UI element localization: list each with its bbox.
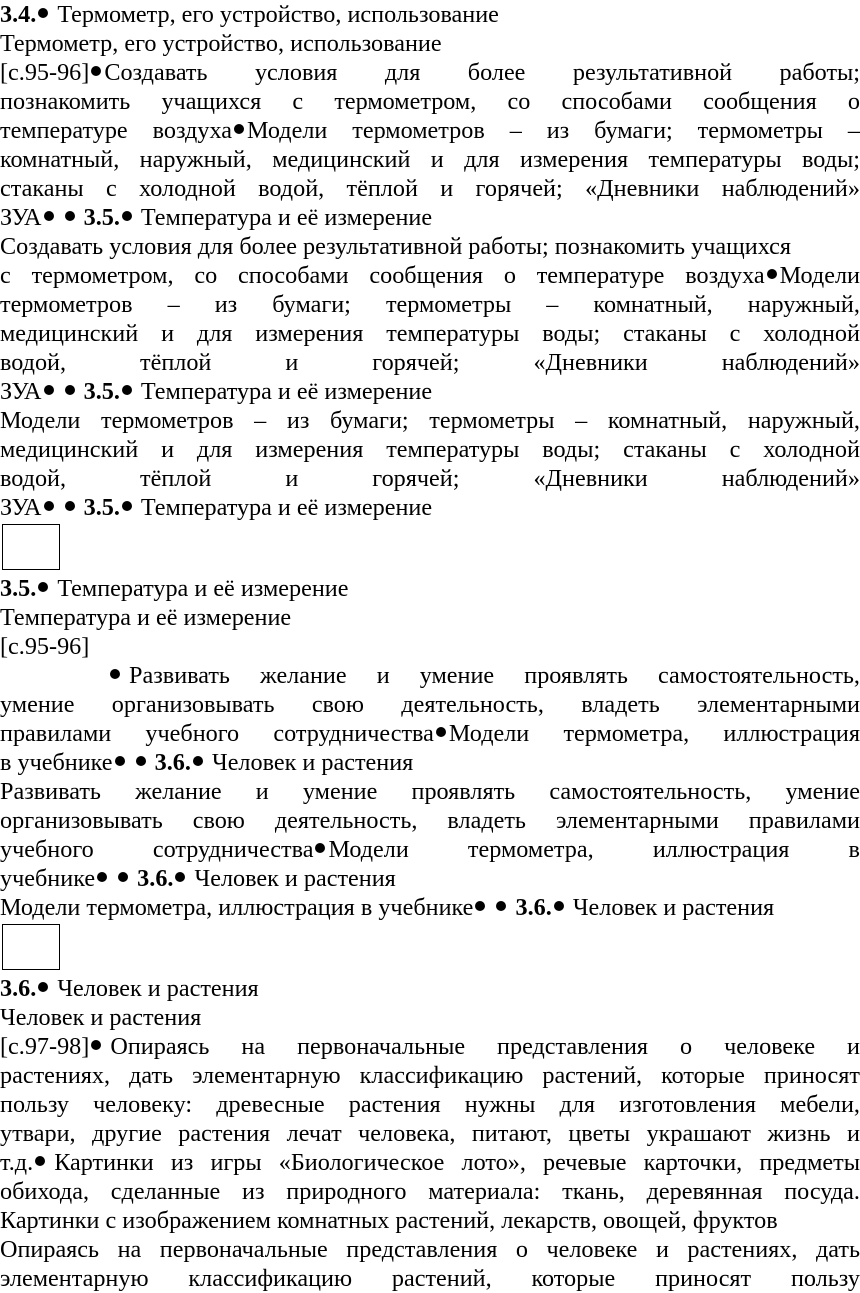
justified-line: обихода, сделанные из природного материала: ткань, деревянная посуда. — [0, 1178, 860, 1205]
text-line: Картинки с изображением комнатных растений, лекарств, овощей, фруктов — [0, 1207, 778, 1234]
justified-line: элементарную классификацию растений, которые приносят пользу — [0, 1265, 860, 1292]
bullet-icon — [91, 66, 101, 76]
bullet-icon — [38, 982, 48, 992]
justified-line: термометров – из бумаги; термометры – комнатный, наружный, — [0, 291, 860, 318]
bullet-icon — [136, 756, 146, 766]
justified-line: учебного сотрудничества Модели термометра, иллюстрация в — [0, 836, 860, 863]
heading-3-5 — [0, 574, 860, 603]
bullet-icon — [110, 669, 120, 679]
bullet-icon — [115, 756, 125, 766]
bullet-icon — [496, 901, 506, 911]
justified-line: [с.95-96] Создавать условия для более результативной работы; — [0, 59, 860, 86]
bullet-icon — [175, 872, 185, 882]
bullet-icon — [65, 385, 75, 395]
bullet-icon — [44, 211, 54, 221]
justified-line: [с.97-98] Опираясь на первоначальные представления о человеке и — [0, 1033, 860, 1060]
justified-line: пользу человеку: древесные растения нужны для изготовления мебели, — [0, 1091, 860, 1118]
bullet-icon — [65, 501, 75, 511]
bullet-icon — [122, 501, 132, 511]
bullet-icon — [122, 211, 132, 221]
topic-line: Термометр, его устройство, использование — [0, 30, 442, 57]
zua-line: ЗУА 3.5. Температура и её измерение — [0, 494, 433, 521]
text-line: учебнике 3.6. Человек и растения — [0, 865, 396, 892]
bullet-icon — [193, 756, 203, 766]
text-line: Модели термометра, иллюстрация в учебнике 3.6. Человек и растения — [0, 894, 775, 921]
justified-line: Модели термометров – из бумаги; термометры – комнатный, наружный, — [0, 407, 860, 434]
justified-line: водой, тёплой и горячей; «Дневники наблюдений» — [0, 349, 860, 376]
section-number: 3.6. — [0, 975, 37, 1002]
bullet-icon — [767, 269, 777, 279]
bullet-icon — [44, 385, 54, 395]
justified-line: медицинский и для измерения температуры воды; стаканы с холодной — [0, 320, 860, 347]
bullet-icon — [97, 872, 107, 882]
page-ref: [с.95-96] — [0, 633, 90, 660]
bullet-icon — [91, 1040, 101, 1050]
justified-line: растениях, дать элементарную классификацию растений, которые приносят — [0, 1062, 860, 1089]
bullet-icon — [44, 501, 54, 511]
justified-line: Развивать желание и умение проявлять самостоятельность, умение — [0, 778, 860, 805]
justified-line: комнатный, наружный, медицинский и для измерения температуры воды; — [0, 146, 860, 173]
justified-line: познакомить учащихся с термометром, со способами сообщения о — [0, 88, 860, 115]
topic-line: Температура и её измерение — [0, 604, 292, 631]
justified-line: стаканы с холодной водой, тёплой и горячей; «Дневники наблюдений» — [0, 175, 860, 202]
empty-cell-box — [2, 924, 60, 970]
bullet-icon — [118, 872, 128, 882]
justified-line: температуре воздуха Модели термометров – из бумаги; термометры – — [0, 117, 860, 144]
section-number: 3.4. — [0, 1, 37, 28]
justified-line: Опираясь на первоначальные представления о человеке и растениях, дать — [0, 1236, 860, 1263]
bullet-icon — [65, 211, 75, 221]
goal-paragraph-line: Создавать условия для более результативной работы; познакомить учащихся — [0, 233, 791, 260]
bullet-icon — [122, 385, 132, 395]
bullet-icon — [38, 582, 48, 592]
bullet-icon — [35, 1156, 45, 1166]
section-topic: Термометр, его устройство, использование — [57, 1, 499, 28]
justified-line: водой, тёплой и горячей; «Дневники наблюдений» — [0, 465, 860, 492]
justified-line: утвари, другие растения лечат человека, питают, цветы украшают жизнь и — [0, 1120, 860, 1147]
bullet-icon — [475, 901, 485, 911]
heading-3-4 — [0, 0, 860, 29]
justified-line: умение организовывать свою деятельность, владеть элементарными — [0, 691, 860, 718]
justified-line: с термометром, со способами сообщения о температуре воздуха Модели — [0, 262, 860, 289]
page-ref: [с.97-98] — [0, 1033, 90, 1060]
text-line: в учебнике 3.6. Человек и растения — [0, 749, 414, 776]
section-number: 3.5. — [0, 575, 37, 602]
topic-line: Человек и растения — [0, 1004, 202, 1031]
section-topic: Человек и растения — [57, 975, 259, 1002]
justified-line: т.д. Картинки из игры «Биологическое лото», речевые карточки, предметы — [0, 1149, 860, 1176]
section-topic: Температура и её измерение — [57, 575, 349, 602]
page-ref: [с.95-96] Создавать — [0, 59, 208, 86]
justified-line: Развивать желание и умение проявлять самостоятельность, — [0, 661, 860, 690]
justified-line: правилами учебного сотрудничества Модели термометра, иллюстрация — [0, 720, 860, 747]
justified-line: медицинский и для измерения температуры воды; стаканы с холодной — [0, 436, 860, 463]
zua-line: ЗУА 3.5. Температура и её измерение — [0, 378, 433, 405]
zua-line: ЗУА 3.5. Температура и её измерение — [0, 204, 433, 231]
heading-3-6 — [0, 974, 860, 1003]
justified-line: организовывать свою деятельность, владеть элементарными правилами — [0, 807, 860, 834]
bullet-icon — [315, 843, 325, 853]
bullet-icon — [234, 124, 244, 134]
bullet-icon — [554, 901, 564, 911]
bullet-icon — [436, 727, 446, 737]
empty-cell-box — [2, 524, 60, 570]
bullet-icon — [38, 8, 48, 18]
